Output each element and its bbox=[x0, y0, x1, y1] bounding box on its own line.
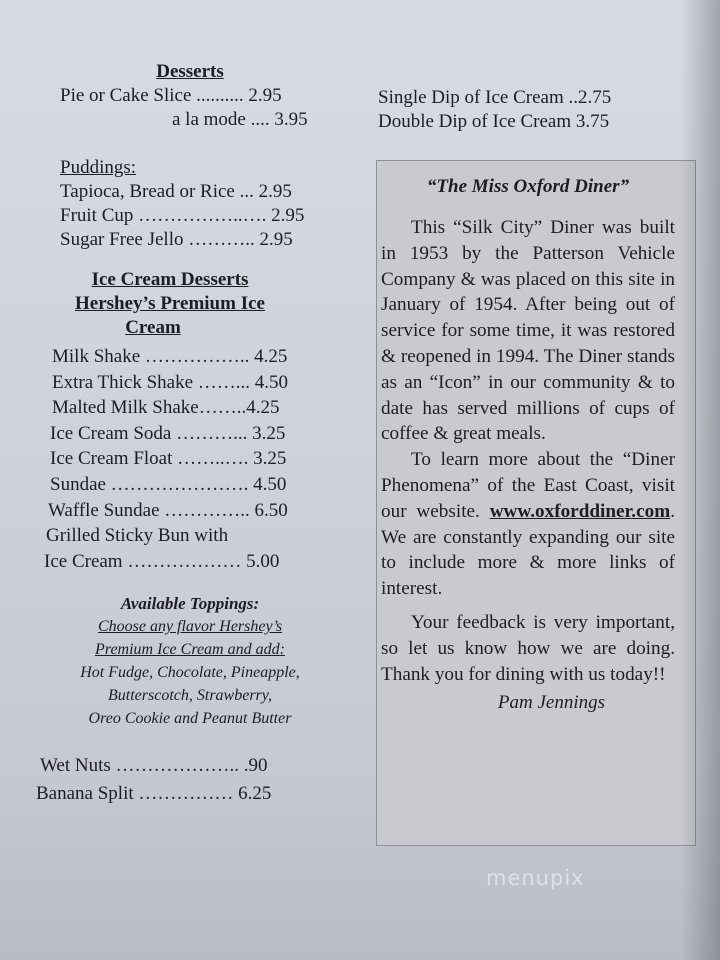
ice-cream-desserts-section bbox=[30, 268, 350, 574]
puddings-heading: Puddings: bbox=[60, 157, 137, 178]
diner-paragraph: Your feedback is very important, so let us know how we are doing. Thank you for dining with us today!! bbox=[381, 611, 675, 685]
right-column bbox=[378, 86, 688, 134]
menu-item: Fruit Cup ……………..…. 2.95 bbox=[60, 205, 305, 226]
ice-cream-heading: Ice Cream Desserts bbox=[91, 269, 249, 290]
toppings-heading: Available Toppings: bbox=[120, 594, 260, 614]
ice-cream-heading: Cream bbox=[125, 317, 181, 338]
website-link[interactable]: www.oxforddiner.com bbox=[489, 500, 671, 522]
signature: Pam Jennings bbox=[497, 692, 605, 714]
diner-box-title: “The Miss Oxford Diner” bbox=[426, 176, 630, 197]
ice-cream-heading: Hershey’s Premium Ice bbox=[75, 293, 265, 314]
menu-item: Tapioca, Bread or Rice ... 2.95 bbox=[60, 181, 292, 202]
toppings-line: Choose any flavor Hershey’s bbox=[97, 618, 283, 636]
toppings-line: Hot Fudge, Chocolate, Pineapple, bbox=[80, 664, 300, 682]
menu-item: Sundae …………………. 4.50 bbox=[50, 473, 287, 495]
toppings-line: Butterscotch, Strawberry, bbox=[108, 687, 272, 705]
left-column bbox=[30, 60, 350, 808]
menu-item: Ice Cream Soda ………... 3.25 bbox=[50, 422, 286, 444]
diner-paragraph-text: . We are constantly expanding our site to include more & more links of interest. bbox=[381, 500, 675, 600]
diner-paragraph: This “Silk City” Diner was built in 1953 by the Patterson Vehicle Company & was placed on this site in January of 1954. After being out of service for some time, it was restored & reopened in 1994. The Diner stands as an “Icon” in our community & to date has served millions of cups of coffee & great meals. bbox=[381, 217, 675, 445]
menu-item: a la mode .... 3.95 bbox=[172, 109, 308, 130]
diner-box-text bbox=[381, 215, 675, 687]
menu-item: Double Dip of Ice Cream 3.75 bbox=[378, 111, 610, 132]
menu-item: Ice Cream Float ……..…. 3.25 bbox=[50, 448, 287, 470]
toppings-line: Premium Ice Cream and add: bbox=[95, 641, 285, 659]
desserts-heading: Desserts bbox=[156, 61, 224, 82]
menu-item: Malted Milk Shake……..4.25 bbox=[52, 397, 280, 419]
toppings-section bbox=[30, 592, 350, 730]
diner-history-box bbox=[376, 160, 696, 846]
toppings-line: Oreo Cookie and Peanut Butter bbox=[88, 710, 292, 728]
desserts-section bbox=[30, 60, 350, 132]
puddings-section bbox=[30, 156, 350, 252]
menu-item: Single Dip of Ice Cream ..2.75 bbox=[378, 87, 612, 108]
extras-section bbox=[30, 752, 350, 808]
diner-paragraph bbox=[381, 447, 675, 602]
menu-item: Grilled Sticky Bun with bbox=[46, 525, 229, 547]
menu-item: Ice Cream ……………… 5.00 bbox=[44, 550, 280, 572]
menu-item: Banana Split …………… 6.25 bbox=[36, 783, 272, 805]
menu-item: Milk Shake …………….. 4.25 bbox=[52, 346, 288, 367]
menu-item: Sugar Free Jello ……….. 2.95 bbox=[60, 229, 293, 250]
menu-item: Extra Thick Shake ……... 4.50 bbox=[52, 371, 289, 393]
diner-paragraph-text: To learn more about the “Diner Phenomena” of the East Coast, visit our website. bbox=[381, 449, 675, 522]
menu-item: Waffle Sundae ………….. 6.50 bbox=[48, 499, 288, 521]
menu-item: Wet Nuts ……………….. .90 bbox=[40, 755, 268, 777]
menu-item: Pie or Cake Slice .......... 2.95 bbox=[60, 85, 282, 106]
menupix-watermark: menupix bbox=[486, 866, 585, 890]
